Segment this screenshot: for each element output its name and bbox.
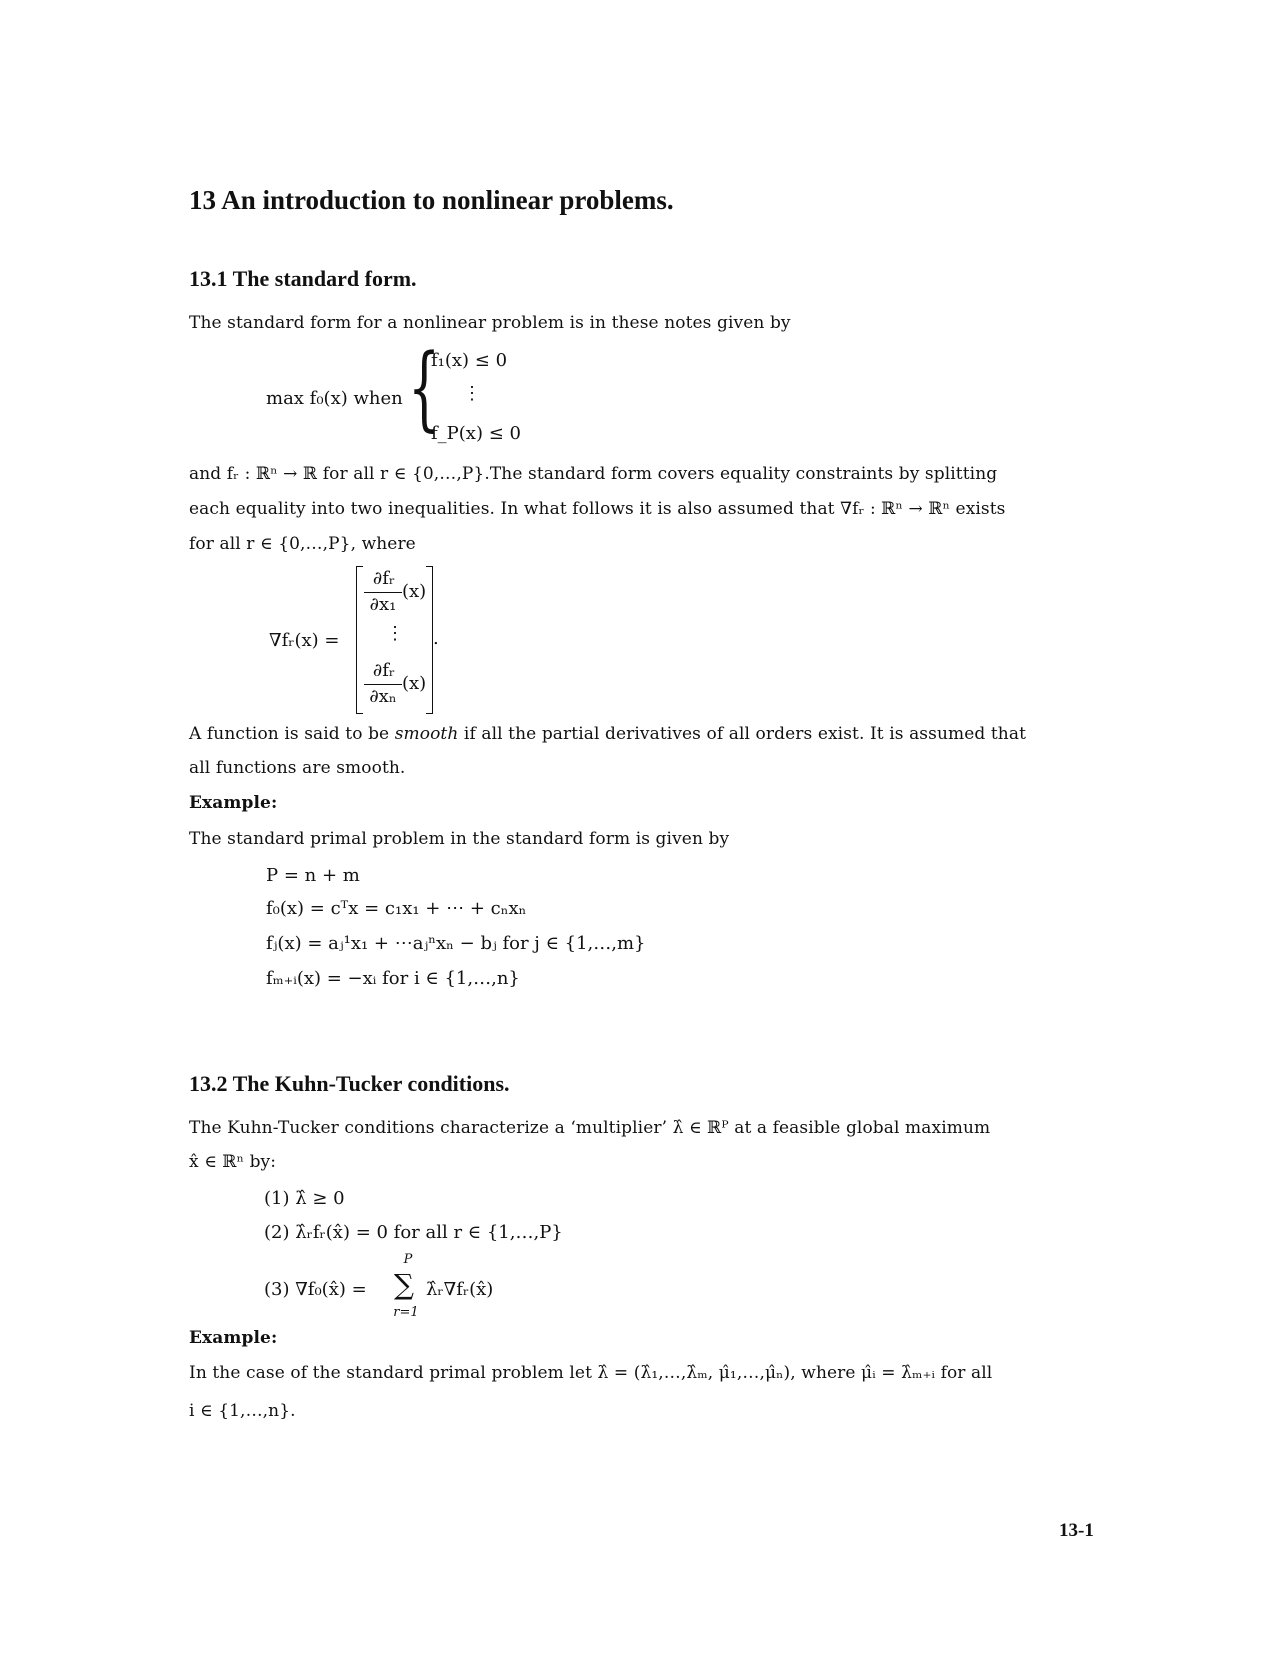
example-label: Example: bbox=[189, 793, 278, 813]
paragraph-line: i ∈ {1,…,n}. bbox=[189, 1401, 296, 1421]
sum-lower-limit: r=1 bbox=[393, 1305, 419, 1320]
gradient-lhs: ∇fᵣ(x) = bbox=[269, 630, 340, 651]
paragraph-line: each equality into two inequalities. In what follows it is also assumed that ∇fᵣ : ℝⁿ → ℝⁿ exists bbox=[189, 499, 1006, 519]
example-label: Example: bbox=[189, 1328, 278, 1348]
constraint-last: f_P(x) ≤ 0 bbox=[431, 423, 521, 444]
matrix-right-bracket bbox=[426, 566, 433, 714]
condition-3-rhs: λ̂ᵣ∇fᵣ(x̂) bbox=[426, 1279, 494, 1300]
paragraph-smooth bbox=[189, 724, 1026, 744]
partial-argument: (x) bbox=[402, 673, 427, 694]
constraint-first: f₁(x) ≤ 0 bbox=[431, 350, 508, 371]
matrix-left-bracket bbox=[356, 566, 363, 714]
partial-denominator: ∂xₙ bbox=[369, 686, 397, 707]
condition-2: (2) λ̂ᵣfᵣ(x̂) = 0 for all r ∈ {1,…,P} bbox=[264, 1222, 563, 1243]
fraction-line bbox=[364, 684, 402, 685]
constraint-vdots: ⋮ bbox=[463, 383, 481, 404]
equation: fₘ₊ᵢ(x) = −xᵢ for i ∈ {1,…,n} bbox=[266, 968, 520, 989]
constraint-brace: { bbox=[408, 334, 441, 441]
matrix-period: . bbox=[433, 628, 439, 649]
equation: f₀(x) = cᵀx = c₁x₁ + ⋯ + cₙxₙ bbox=[266, 898, 527, 919]
paragraph-line: The Kuhn-Tucker conditions characterize a ‘multiplier’ λ̂ ∈ ℝᴾ at a feasible global maximum bbox=[189, 1118, 991, 1138]
sum-upper-limit: P bbox=[403, 1252, 413, 1267]
sum-symbol: ∑ bbox=[394, 1268, 414, 1301]
partial-denominator: ∂x₁ bbox=[369, 594, 397, 615]
text-run: if all the partial derivatives of all orders exist. It is assumed that bbox=[458, 724, 1027, 744]
example-intro: The standard primal problem in the standard form is given by bbox=[189, 829, 730, 849]
partial-numerator: ∂fᵣ bbox=[372, 568, 396, 589]
equation: fⱼ(x) = aⱼ¹x₁ + ⋯aⱼⁿxₙ − bⱼ for j ∈ {1,…,m} bbox=[266, 933, 646, 954]
equation: P = n + m bbox=[266, 865, 360, 886]
section-title: 13 An introduction to nonlinear problems. bbox=[189, 185, 674, 215]
paragraph-intro: The standard form for a nonlinear problem is in these notes given by bbox=[189, 313, 791, 333]
condition-1: (1) λ̂ ≥ 0 bbox=[264, 1188, 345, 1209]
paragraph-line: x̂ ∈ ℝⁿ by: bbox=[189, 1152, 277, 1172]
partial-argument: (x) bbox=[402, 581, 427, 602]
subsection-title-kuhn-tucker: 13.2 The Kuhn-Tucker conditions. bbox=[189, 1071, 510, 1096]
paragraph-line: In the case of the standard primal problem let λ̂ = (λ̂₁,…,λ̂ₘ, μ̂₁,…,μ̂ₙ), where μ̂ᵢ = λ̂ₘ₊ᵢ for all bbox=[189, 1363, 993, 1383]
condition-3-lhs: (3) ∇f₀(x̂) = bbox=[264, 1279, 367, 1300]
fraction-line bbox=[364, 592, 402, 593]
partial-numerator: ∂fᵣ bbox=[372, 660, 396, 681]
text-run: A function is said to be bbox=[189, 724, 395, 744]
max-expression: max f₀(x) when bbox=[266, 388, 403, 409]
matrix-vdots: ⋮ bbox=[386, 623, 404, 644]
paragraph-line: and fᵣ : ℝⁿ → ℝ for all r ∈ {0,…,P}.The standard form covers equality constraints by splitting bbox=[189, 464, 998, 484]
paragraph-line: all functions are smooth. bbox=[189, 758, 406, 778]
page-number: 13-1 bbox=[1059, 1520, 1094, 1541]
subsection-title-standard-form: 13.1 The standard form. bbox=[189, 266, 417, 291]
paragraph-line: for all r ∈ {0,…,P}, where bbox=[189, 534, 416, 554]
smooth-term: smooth bbox=[394, 724, 459, 744]
